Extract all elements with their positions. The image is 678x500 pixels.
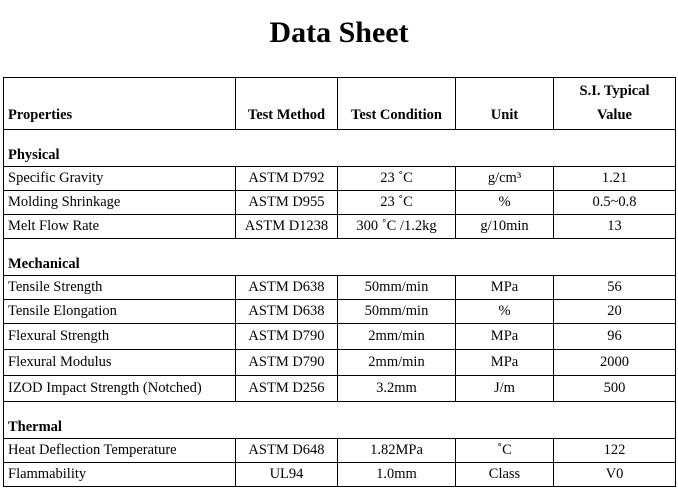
- header-typical-value: [554, 78, 676, 130]
- header-properties: Properties: [4, 78, 236, 130]
- method-cell: ASTM D1238: [236, 215, 338, 239]
- value-cell: 2000: [554, 350, 676, 376]
- property-cell: Heat Deflection Temperature: [4, 439, 236, 463]
- table-row: [4, 376, 676, 402]
- unit-cell: g/cm³: [456, 167, 554, 191]
- condition-cell: 23 ˚C: [338, 167, 456, 191]
- table-row: [4, 167, 676, 191]
- condition-cell: 2mm/min: [338, 350, 456, 376]
- data-sheet-table: [3, 77, 676, 487]
- header-test-method: Test Method: [236, 78, 338, 130]
- unit-cell: g/10min: [456, 215, 554, 239]
- unit-cell: MPa: [456, 276, 554, 300]
- unit-cell: MPa: [456, 350, 554, 376]
- property-cell: Tensile Strength: [4, 276, 236, 300]
- unit-cell: ˚C: [456, 439, 554, 463]
- property-cell: IZOD Impact Strength (Notched): [4, 376, 236, 402]
- property-cell: Tensile Elongation: [4, 300, 236, 324]
- method-cell: ASTM D648: [236, 439, 338, 463]
- value-cell: 56: [554, 276, 676, 300]
- unit-cell: Class: [456, 463, 554, 487]
- section-title: Physical: [4, 130, 676, 167]
- condition-cell: 50mm/min: [338, 300, 456, 324]
- page-title: Data Sheet: [269, 16, 409, 49]
- section-title: Mechanical: [4, 239, 676, 276]
- table-row: [4, 215, 676, 239]
- method-cell: ASTM D790: [236, 350, 338, 376]
- property-cell: Specific Gravity: [4, 167, 236, 191]
- condition-cell: 300 ˚C /1.2kg: [338, 215, 456, 239]
- table-row: [4, 324, 676, 350]
- method-cell: ASTM D792: [236, 167, 338, 191]
- header-unit: Unit: [456, 78, 554, 130]
- unit-cell: %: [456, 191, 554, 215]
- value-cell: 0.5~0.8: [554, 191, 676, 215]
- table-row: [4, 350, 676, 376]
- table-row: [4, 276, 676, 300]
- section-row-thermal: [4, 402, 676, 439]
- method-cell: ASTM D638: [236, 276, 338, 300]
- table-row: [4, 191, 676, 215]
- property-cell: Flexural Strength: [4, 324, 236, 350]
- method-cell: UL94: [236, 463, 338, 487]
- condition-cell: 23 ˚C: [338, 191, 456, 215]
- method-cell: ASTM D790: [236, 324, 338, 350]
- table-row: [4, 300, 676, 324]
- condition-cell: 1.82MPa: [338, 439, 456, 463]
- table-row: [4, 439, 676, 463]
- header-test-condition: Test Condition: [338, 78, 456, 130]
- table-header-row: [4, 78, 676, 130]
- value-cell: 20: [554, 300, 676, 324]
- condition-cell: 3.2mm: [338, 376, 456, 402]
- section-title: Thermal: [4, 402, 676, 439]
- condition-cell: 2mm/min: [338, 324, 456, 350]
- section-row-physical: [4, 130, 676, 167]
- unit-cell: MPa: [456, 324, 554, 350]
- property-cell: Molding Shrinkage: [4, 191, 236, 215]
- condition-cell: 1.0mm: [338, 463, 456, 487]
- condition-cell: 50mm/min: [338, 276, 456, 300]
- value-cell: 122: [554, 439, 676, 463]
- value-cell: 13: [554, 215, 676, 239]
- value-cell: V0: [554, 463, 676, 487]
- unit-cell: %: [456, 300, 554, 324]
- unit-cell: J/m: [456, 376, 554, 402]
- property-cell: Flexural Modulus: [4, 350, 236, 376]
- header-typical-value-line1: S.I. Typical: [579, 83, 650, 99]
- value-cell: 96: [554, 324, 676, 350]
- method-cell: ASTM D256: [236, 376, 338, 402]
- table-row: [4, 463, 676, 487]
- method-cell: ASTM D638: [236, 300, 338, 324]
- value-cell: 500: [554, 376, 676, 402]
- property-cell: Flammability: [4, 463, 236, 487]
- property-cell: Melt Flow Rate: [4, 215, 236, 239]
- section-row-mechanical: [4, 239, 676, 276]
- value-cell: 1.21: [554, 167, 676, 191]
- header-typical-value-line2: Value: [597, 107, 632, 123]
- method-cell: ASTM D955: [236, 191, 338, 215]
